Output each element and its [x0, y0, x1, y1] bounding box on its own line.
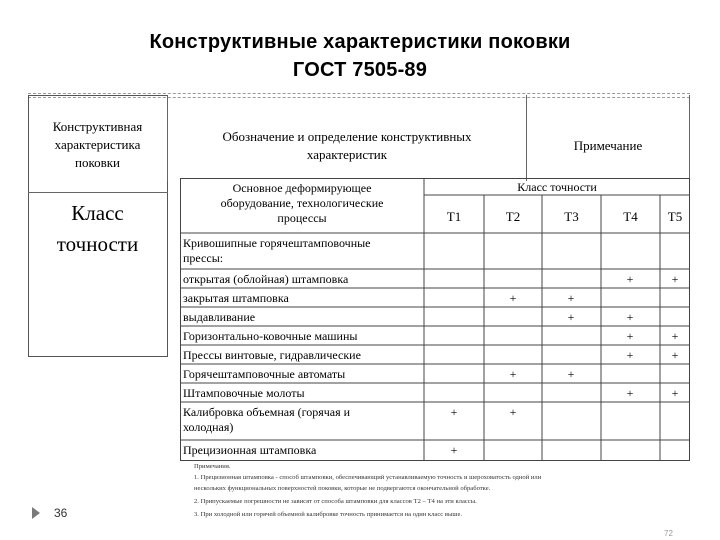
slide-subtitle: ГОСТ 7505-89 [292, 59, 428, 81]
table-cell-mark: + [567, 291, 575, 305]
outer-left-row-separator [28, 192, 168, 193]
table-row-label: Кривошипные горячештамповочные прессы: [183, 236, 371, 265]
note-line: нескольких функциональных поверхностей поковки, которые не подвергаются окончательной обработке. [194, 485, 491, 492]
table-cell-mark: + [567, 367, 575, 381]
table-row-label: Штамповочные молоты [183, 386, 305, 400]
note-line: 3. При холодной или горячей объемной калибровке точность принимается на один класс выше. [194, 511, 463, 518]
page-number: 36 [54, 506, 68, 520]
outer-header-designation: Обозначение и определение конструктивных характеристик [222, 129, 472, 162]
table-cell-mark: + [626, 386, 634, 400]
table-row-label: Горячештамповочные автоматы [183, 367, 346, 381]
outer-col-separator-1 [167, 95, 168, 181]
note-heading: Примечания. [194, 463, 231, 470]
table-cell-mark: + [450, 443, 458, 457]
inner-header-equipment: Основное деформирующее оборудование, технологические процессы [220, 181, 384, 225]
outer-header-characteristic: Конструктивная характеристика поковки [52, 119, 143, 170]
table-cell-mark: + [450, 405, 458, 419]
table-cell-mark: + [567, 310, 575, 324]
class-header-t2: Т2 [505, 209, 521, 224]
class-header-t5: Т5 [667, 209, 683, 224]
table-cell-mark: + [671, 272, 679, 286]
table-cell-mark: + [626, 272, 634, 286]
table-cell-mark: + [626, 310, 634, 324]
table-row-label: Прецизионная штамповка [183, 443, 317, 457]
table-cell-mark: + [626, 329, 634, 343]
note-line: 1. Прецизионная штамповка - способ штамповки, обеспечивающий устанавливаемую точность и шероховатость одной или [194, 474, 542, 481]
accuracy-class-table [180, 178, 690, 461]
table-cell-mark: + [509, 291, 517, 305]
table-cell-mark: + [626, 348, 634, 362]
table-row-label: Горизонтально-ковочные машины [183, 329, 358, 343]
table-notes [180, 461, 690, 537]
outer-header-note: Примечание [573, 138, 643, 153]
table-row-label: открытая (облойная) штамповка [183, 272, 349, 286]
table-row-label: закрытая штамповка [183, 291, 289, 305]
scan-page-number: 72 [664, 529, 673, 538]
table-cell-mark: + [671, 348, 679, 362]
class-header-t4: Т4 [623, 209, 638, 224]
slide-bullet-icon [32, 507, 40, 519]
table-row-label: Прессы винтовые, гидравлические [183, 348, 361, 362]
class-header-t1: Т1 [446, 209, 462, 224]
table-cell-mark: + [671, 386, 679, 400]
note-line: 2. Припускаемые погрешности не зависят от способа штамповки для классов Т2 – Т4 на эти классы. [194, 498, 477, 505]
header-rule-top [28, 93, 690, 94]
class-header-t3: Т3 [564, 209, 579, 224]
inner-header-accuracy-class: Класс точности [517, 180, 597, 194]
table-cell-mark: + [509, 405, 517, 419]
table-cell-mark: + [509, 367, 517, 381]
row-label-accuracy-class: Класс точности [56, 201, 139, 256]
outer-col-separator-2 [526, 95, 527, 181]
slide-title: Конструктивные характеристики поковки [149, 31, 571, 53]
outer-col-separator-3 [689, 95, 690, 181]
table-row-label: выдавливание [183, 310, 256, 324]
table-cell-mark: + [671, 329, 679, 343]
table-row-label: Калибровка объемная (горячая и холодная) [183, 405, 351, 434]
